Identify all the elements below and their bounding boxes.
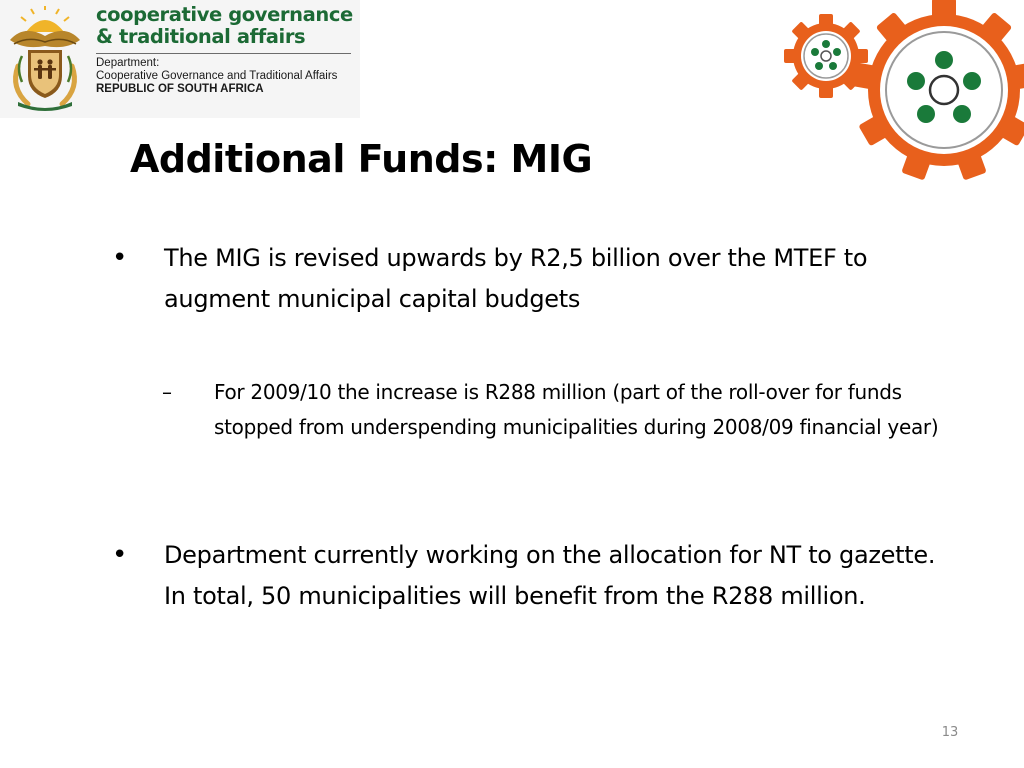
department-label: Department: xyxy=(96,57,160,69)
logo-divider xyxy=(96,53,351,54)
sub-bullet-item xyxy=(162,375,982,485)
logo-wordmark-line-1: cooperative governance xyxy=(96,3,353,26)
gears-icon xyxy=(780,0,1024,185)
bullet-marker: • xyxy=(112,540,128,570)
bullet-text: The MIG is revised upwards by R2,5 billion over the MTEF to augment municipal capital budgets xyxy=(164,244,868,313)
bullet-text: Department currently working on the allocation for NT to gazette. In total, 50 municipalities will benefit from the R288 million. xyxy=(164,541,936,610)
logo-wordmark-line-2: & traditional affairs xyxy=(96,25,306,48)
coat-of-arms-icon xyxy=(4,6,86,112)
bullet-item xyxy=(112,535,972,661)
bullet-marker: • xyxy=(112,243,128,273)
department-name: Cooperative Governance and Traditional Affairs xyxy=(96,70,338,82)
bullet-item xyxy=(112,238,972,322)
logo-text-block xyxy=(96,4,358,96)
slide-title: Additional Funds: MIG xyxy=(130,137,593,181)
sub-bullet-marker: – xyxy=(162,380,172,404)
country-name: REPUBLIC OF SOUTH AFRICA xyxy=(96,83,264,95)
sub-bullet-text: For 2009/10 the increase is R288 million (part of the roll-over for funds stopped from underspending municipalities during 2008/09 financial year) xyxy=(214,380,939,439)
department-logo xyxy=(0,0,360,118)
large-gear-icon xyxy=(851,0,1024,181)
page-number: 13 xyxy=(941,725,959,740)
